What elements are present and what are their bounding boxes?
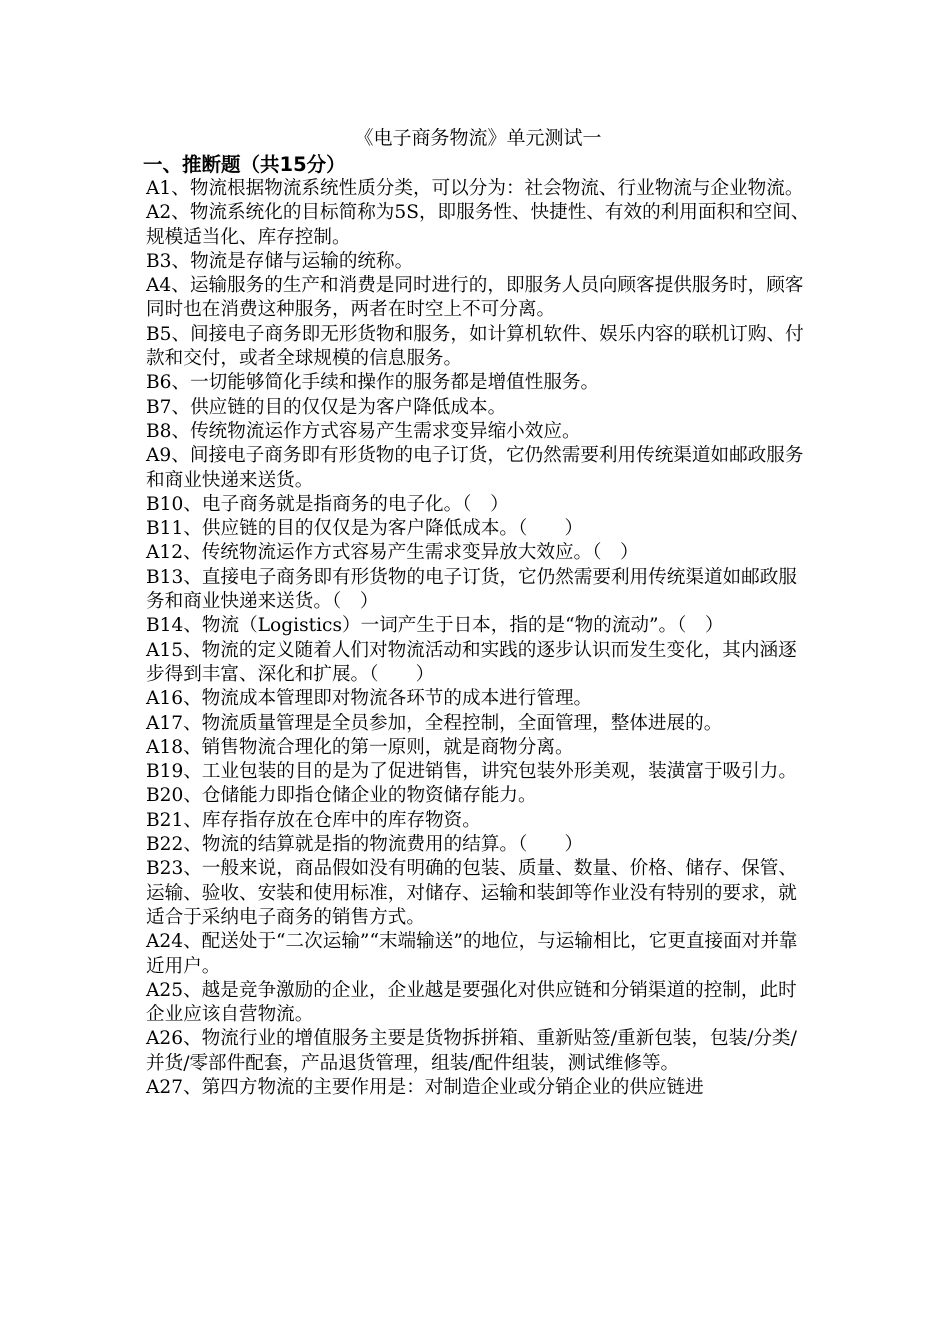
- question-item: A9、间接电子商务即有形货物的电子订货，它仍然需要利用传统渠道如邮政服务和商业快递来送货。: [146, 445, 804, 491]
- question-item: A27、第四方物流的主要作用是：对制造企业或分销企业的供应链进: [146, 1076, 704, 1098]
- question-item: B10、电子商务就是指商务的电子化。（ ）: [146, 493, 509, 515]
- question-item: B21、库存指存放在仓库中的库存物资。: [146, 809, 481, 831]
- question-item: B6、一切能够简化手续和操作的服务都是增值性服务。: [146, 372, 600, 394]
- question-item: B14、物流（Logistics）一词产生于日本，指的是“物的流动”。（ ）: [146, 615, 724, 637]
- question-item: B11、供应链的目的仅仅是为客户降低成本。（ ）: [146, 518, 584, 540]
- question-item: B8、传统物流运作方式容易产生需求变异缩小效应。: [146, 420, 581, 442]
- question-item: A24、配送处于“二次运输”“末端输送”的地位，与运输相比，它更直接面对并靠近用户。: [146, 931, 798, 977]
- question-item: A25、越是竞争激励的企业，企业越是要强化对供应链和分销渠道的控制，此时企业应该自营物流。: [146, 979, 797, 1026]
- question-item: B22、物流的结算就是指的物流费用的结算。（ ）: [146, 834, 584, 856]
- question-item: B7、供应链的目的仅仅是为客户降低成本。: [146, 396, 507, 418]
- question-list: [146, 177, 810, 1100]
- question-item: A4、运输服务的生产和消费是同时进行的，即服务人员向顾客提供服务时，顾客同时也在消费这种服务，两者在时空上不可分离。: [146, 275, 804, 321]
- section-heading: 一、推断题（共15分）: [143, 153, 346, 176]
- question-item: B13、直接电子商务即有形货物的电子订货，它仍然需要利用传统渠道如邮政服务和商业快递来送货。（ ）: [146, 566, 797, 613]
- document-title: 《电子商务物流》单元测试一: [354, 127, 602, 149]
- question-item: A1、物流根据物流系统性质分类，可以分为：社会物流、行业物流与企业物流。: [146, 178, 804, 199]
- question-item: B23、一般来说，商品假如没有明确的包装、质量、数量、价格、储存、保管、运输、验收、安装和使用标准，对储存、运输和装卸等作业没有特别的要求，就适合于采纳电子商务的销售方式。: [146, 858, 797, 928]
- question-item: B20、仓储能力即指仓储企业的物资储存能力。: [146, 785, 537, 807]
- question-item: A12、传统物流运作方式容易产生需求变异放大效应。（ ）: [146, 542, 639, 564]
- document-page: [143, 126, 810, 1100]
- question-item: A17、物流质量管理是全员参加，全程控制，全面管理，整体进展的。: [146, 712, 723, 734]
- question-item: A2、物流系统化的目标简称为5S，即服务性、快捷性、有效的利用面积和空间、规模适当化、库存控制。: [146, 202, 810, 248]
- question-item: A15、物流的定义随着人们对物流活动和实践的逐步认识而发生变化，其内涵逐步得到丰富、深化和扩展。（ ）: [146, 639, 797, 685]
- question-item: A18、销售物流合理化的第一原则，就是商物分离。: [146, 736, 574, 758]
- question-item: A26、物流行业的增值服务主要是货物拆拼箱、重新贴签/重新包装，包装/分类/并货/零部件配套，产品退货管理，组装/配件组装，测试维修等。: [146, 1028, 797, 1074]
- question-item: B5、间接电子商务即无形货物和服务，如计算机软件、娱乐内容的联机订购、付款和交付，或者全球规模的信息服务。: [146, 323, 804, 370]
- question-item: B3、物流是存储与运输的统称。: [146, 250, 414, 272]
- question-item: B19、工业包装的目的是为了促进销售，讲究包装外形美观，装潢富于吸引力。: [146, 761, 797, 783]
- question-item: A16、物流成本管理即对物流各环节的成本进行管理。: [146, 688, 593, 710]
